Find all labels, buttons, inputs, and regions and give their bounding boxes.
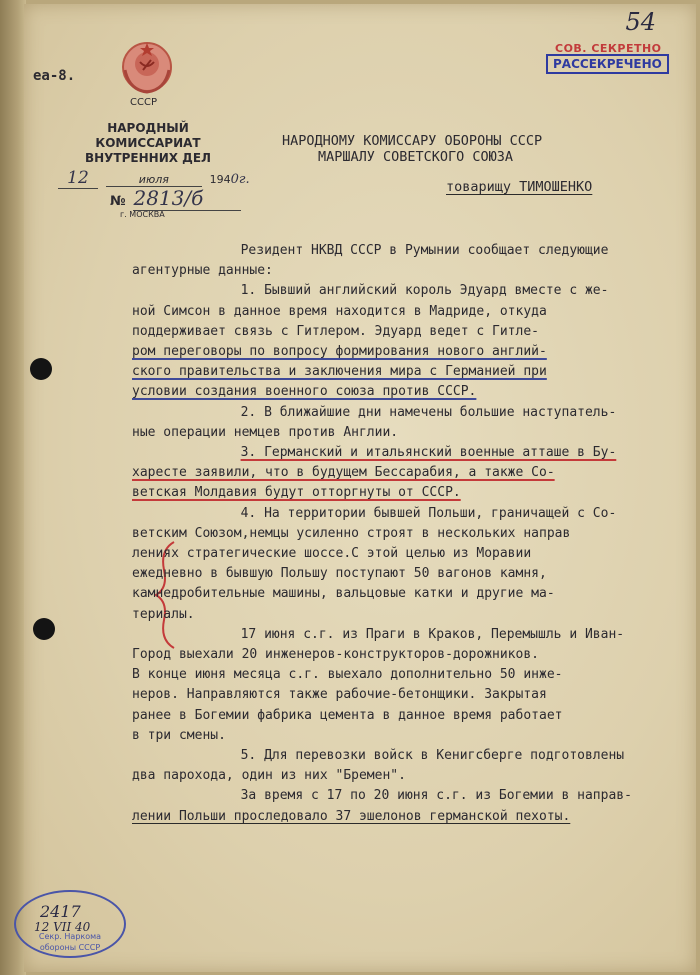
- addressee-block: [282, 133, 542, 165]
- body-line: [132, 564, 670, 584]
- body-line-text: харесте заявили, что в будущем Бессарабия, а также Со-: [132, 465, 555, 481]
- body-line: [132, 423, 670, 443]
- declassified-stamp: РАССЕКРЕЧЕНО: [546, 54, 669, 74]
- receipt-line-1: Секр. Наркома: [38, 932, 102, 941]
- body-line-text: камнедробительные машины, вальцовые катки и другие ма-: [132, 586, 555, 602]
- body-line-text: два парохода, один из них "Бремен".: [132, 768, 406, 784]
- body-line: [132, 322, 670, 342]
- body-line: [132, 483, 670, 503]
- body-line: [132, 382, 670, 402]
- body-line: [132, 766, 670, 786]
- body-line-text: 3. Германский и итальянский военные атташе в Бу-: [240, 445, 617, 461]
- body-line-text: 17 июня с.г. из Праги в Краков, Перемышль и Иван-: [240, 626, 625, 642]
- receipt-date: 12 VII 40: [34, 920, 91, 934]
- date-day: 12: [58, 168, 98, 189]
- commissariat-line-1: НАРОДНЫЙ КОМИССАРИАТ: [95, 121, 201, 150]
- body-line-text: Город выехали 20 инженеров-конструкторов-дорожников.: [132, 647, 539, 663]
- page-number: 54: [625, 8, 656, 36]
- receipt-line-2: обороны СССР: [39, 943, 101, 952]
- body-line-text: Резидент НКВД СССР в Румынии сообщает следующие: [240, 243, 609, 258]
- report-body: [132, 241, 670, 827]
- body-line: [186, 241, 670, 261]
- body-line-text: в три смены.: [132, 727, 226, 743]
- secrecy-stamp: СОВ. СЕКРЕТНО: [555, 42, 662, 55]
- body-line: [132, 807, 670, 827]
- punch-hole-bottom: [33, 618, 55, 640]
- body-line: [186, 746, 670, 766]
- body-line-text: поддерживает связь с Гитлером. Эдуард ведет с Гитле-: [132, 323, 539, 339]
- body-line: [132, 261, 670, 281]
- addressee-line-1: НАРОДНОМУ КОМИССАРУ ОБОРОНЫ СССР: [282, 133, 543, 149]
- body-line: [132, 685, 670, 705]
- commissariat-title: [58, 121, 238, 166]
- receipt-number: 2417: [40, 902, 81, 921]
- reference-code: еа-8.: [33, 68, 76, 84]
- body-line-text: 4. На территории бывшей Польши, граничащей с Со-: [240, 505, 617, 521]
- document-number: [110, 186, 241, 211]
- body-line-text: 1. Бывший английский король Эдуард вместе с же-: [240, 283, 609, 299]
- city-label: г. МОСКВА: [120, 210, 165, 219]
- date-month: июля: [106, 173, 202, 187]
- body-line: [186, 403, 670, 423]
- body-line-text: лениях стратегические шоссе.С этой целью из Моравии: [132, 546, 532, 562]
- commissariat-line-2: ВНУТРЕННИХ ДЕЛ: [84, 151, 212, 165]
- body-line: [132, 463, 670, 483]
- body-line: [132, 544, 670, 564]
- body-line-text: ветским Союзом,немцы усиленно строят в нескольких направ: [132, 525, 571, 541]
- body-line-text: ского правительства и заключения мира с Германией при: [132, 364, 547, 380]
- body-line-text: агентурные данные:: [132, 263, 273, 279]
- body-line-text: ежедневно в бывшую Польшу поступают 50 вагонов камня,: [132, 566, 547, 582]
- body-line: [132, 726, 670, 746]
- body-line: [132, 342, 670, 362]
- body-line-text: В конце июня месяца с.г. выехало дополнительно 50 инже-: [132, 667, 563, 683]
- date-year-prefix: 194: [209, 173, 231, 186]
- body-line-text: териалы.: [132, 606, 195, 622]
- body-line: [132, 645, 670, 665]
- receipt-stamp: [14, 890, 126, 958]
- body-line-text: 5. Для перевозки войск в Кенигсберге подготовлены: [240, 748, 625, 764]
- body-line-text: ранее в Богемии фабрика цемента в данное время работает: [132, 707, 563, 723]
- body-line: [186, 504, 670, 524]
- ussr-emblem-icon: [117, 40, 177, 94]
- emblem-label: СССР: [130, 97, 157, 108]
- body-line: [186, 786, 670, 806]
- body-line-text: ром переговоры по вопросу формирования нового англий-: [132, 344, 547, 360]
- body-line: [132, 524, 670, 544]
- number-value: 2813/б: [133, 186, 241, 211]
- date-year-suffix: 0г.: [230, 172, 250, 187]
- body-line: [132, 584, 670, 604]
- body-line: [186, 281, 670, 301]
- body-line: [132, 706, 670, 726]
- body-line-text: ной Симсон в данное время находится в Мадриде, откуда: [132, 303, 547, 319]
- body-line-text: условии создания военного союза против СССР.: [132, 384, 477, 400]
- body-line: [132, 605, 670, 625]
- body-line-text: ные операции немцев против Англии.: [132, 424, 399, 440]
- binding-edge: [0, 0, 26, 975]
- addressee-name: [446, 179, 592, 195]
- number-label: №: [110, 194, 126, 209]
- body-line: [132, 302, 670, 322]
- body-line-text: лении Польши проследовало 37 эшелонов германской пехоты.: [132, 808, 571, 824]
- body-line-text: 2. В ближайшие дни намечены большие наступатель-: [240, 404, 617, 420]
- body-line: [186, 625, 670, 645]
- addressee-line-2: МАРШАЛУ СОВЕТСКОГО СОЮЗА: [318, 149, 514, 165]
- body-line: [132, 362, 670, 382]
- body-line-text: За время с 17 по 20 июня с.г. из Богемии в направ-: [240, 788, 632, 804]
- body-line: [132, 665, 670, 685]
- body-line-text: неров. Направляются также рабочие-бетонщики. Закрытая: [132, 687, 547, 703]
- punch-hole-top: [30, 358, 52, 380]
- addressee-line-3: товарищу ТИМОШЕНКО: [446, 179, 593, 195]
- body-line-text: ветская Молдавия будут отторгнуты от СССР.: [132, 485, 461, 501]
- body-line: [186, 443, 670, 463]
